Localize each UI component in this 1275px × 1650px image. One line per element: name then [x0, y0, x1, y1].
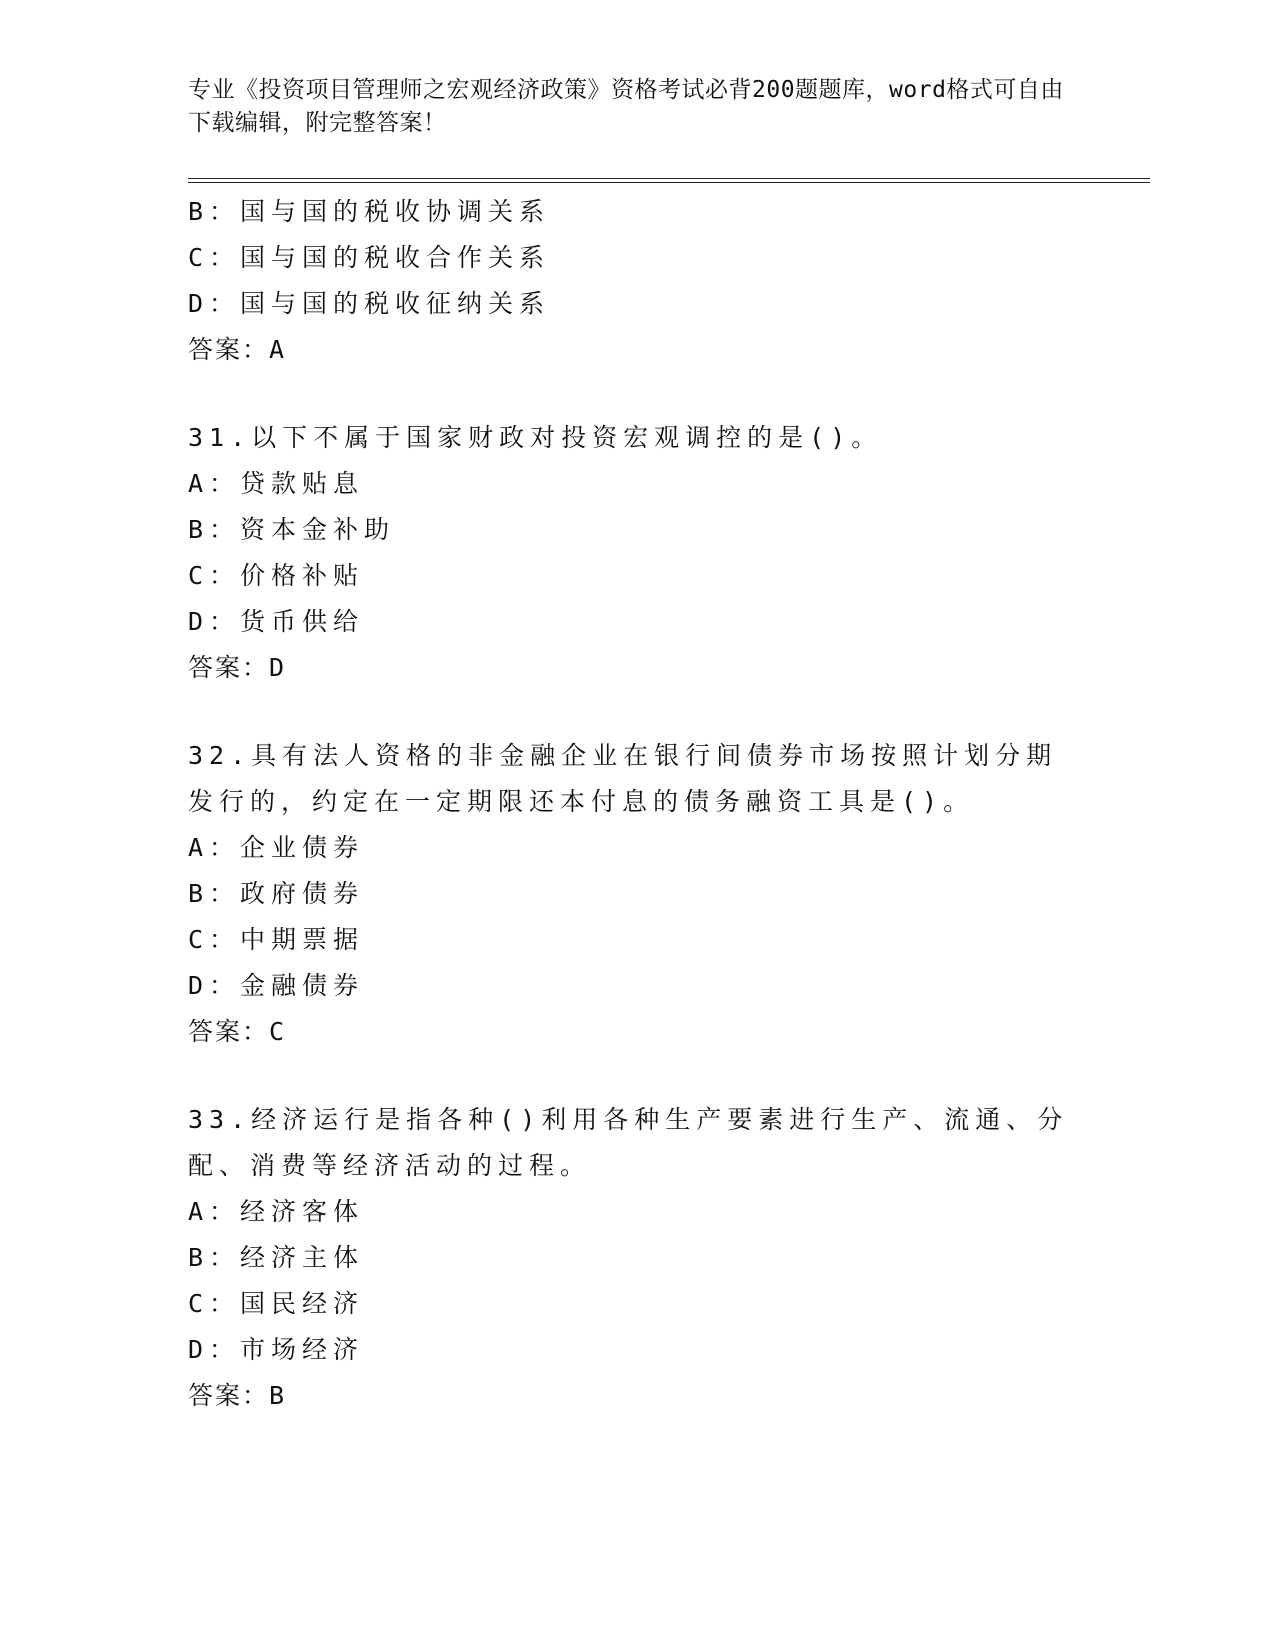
- option-b: B：政府债券: [188, 879, 365, 908]
- spacer: [188, 373, 1108, 415]
- header-rule-top: [188, 178, 1150, 179]
- question-text: 32.具有法人资格的非金融企业在银行间债券市场按照计划分期发行的，约定在一定期限还本付息的债务融资工具是()。: [188, 741, 1058, 816]
- question-block-31: [188, 415, 1088, 691]
- option-a: A：经济客体: [188, 1197, 365, 1226]
- answer-label: 答案：: [188, 335, 270, 364]
- option-c: C：中期票据: [188, 925, 365, 954]
- answer-label: 答案：: [188, 1017, 270, 1046]
- answer-label: 答案：: [188, 1381, 270, 1410]
- option-b: B：经济主体: [188, 1243, 365, 1272]
- question-text: 33.经济运行是指各种()利用各种生产要素进行生产、流通、分配、消费等经济活动的过程。: [188, 1105, 1069, 1180]
- question-block-32: [188, 733, 1088, 1055]
- option-b: B：资本金补助: [188, 515, 396, 544]
- spacer: [188, 691, 1108, 733]
- spacer: [188, 1055, 1108, 1097]
- answer-line: [188, 1373, 1088, 1419]
- answer-line: [188, 327, 1108, 373]
- answer-value: D: [269, 653, 286, 682]
- option-c: C：国民经济: [188, 1289, 365, 1318]
- option-c: C：国与国的税收合作关系: [188, 243, 551, 272]
- option-a: A：贷款贴息: [188, 469, 365, 498]
- document-header: 专业《投资项目管理师之宏观经济政策》资格考试必背200题题库，word格式可自由下载编辑，附完整答案！: [188, 77, 1064, 136]
- option-c: C：价格补贴: [188, 561, 365, 590]
- answer-line: [188, 1009, 1088, 1055]
- answer-label: 答案：: [188, 653, 270, 682]
- option-d: D：国与国的税收征纳关系: [188, 289, 551, 318]
- answer-value: B: [269, 1381, 286, 1410]
- document-content: [188, 189, 1108, 1419]
- option-d: D：市场经济: [188, 1335, 365, 1364]
- answer-value: C: [269, 1017, 286, 1046]
- question-block-33: [188, 1097, 1088, 1419]
- option-a: A：企业债券: [188, 833, 365, 862]
- question-block-continued: [188, 189, 1108, 373]
- option-b: B：国与国的税收协调关系: [188, 197, 551, 226]
- option-d: D：金融债券: [188, 971, 365, 1000]
- answer-value: A: [269, 335, 286, 364]
- header-rule-bottom: [188, 182, 1150, 183]
- question-text: 31.以下不属于国家财政对投资宏观调控的是()。: [188, 423, 883, 452]
- option-d: D：货币供给: [188, 607, 365, 636]
- answer-line: [188, 645, 1088, 691]
